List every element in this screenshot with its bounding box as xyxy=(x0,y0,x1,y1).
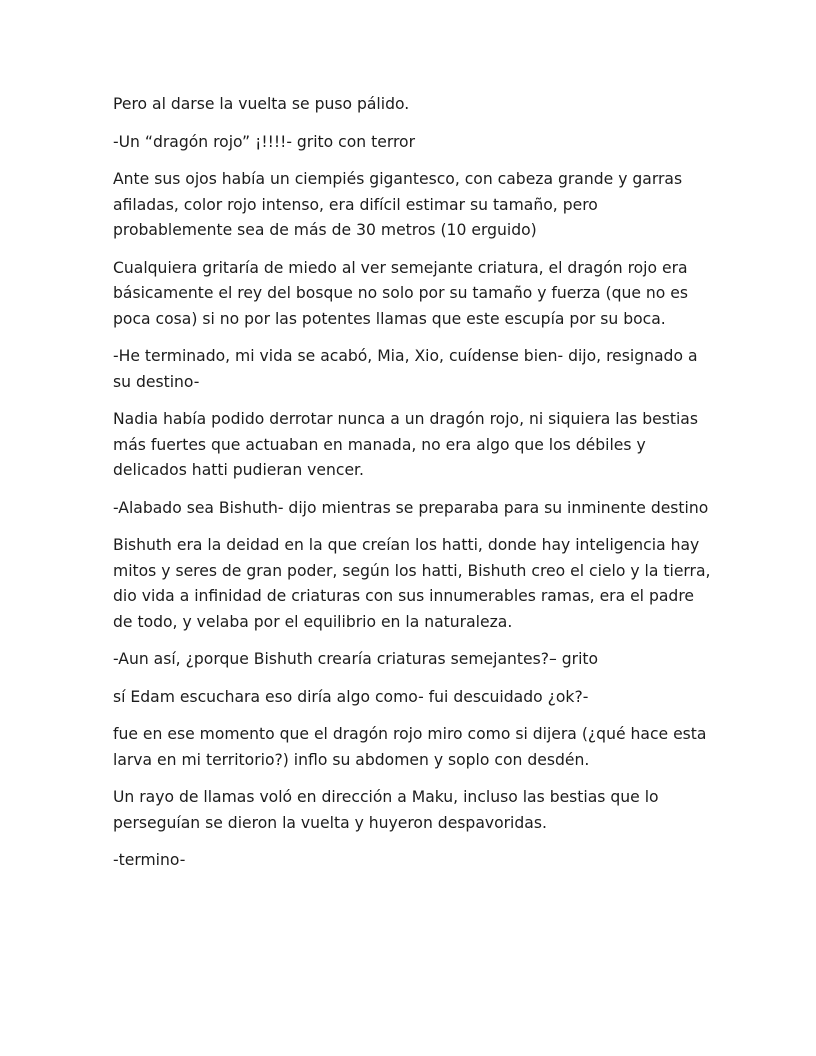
paragraph: Pero al darse la vuelta se puso pálido. xyxy=(113,95,410,113)
paragraph: Ante sus ojos había un ciempiés gigantesco, con cabeza grande y garras afiladas, color rojo intenso, era difícil estimar su tamaño, pero probablemente sea de más de 30 metros (10 erguido) xyxy=(113,170,683,239)
paragraph: Cualquiera gritaría de miedo al ver semejante criatura, el dragón rojo era básicamente el rey del bosque no solo por su tamaño y fuerza (que no es poca cosa) si no por las potentes llamas que este escupía por su boca. xyxy=(113,258,688,328)
paragraph: Un rayo de llamas voló en dirección a Maku, incluso las bestias que lo perseguían se dieron la vuelta y huyeron despavoridas. xyxy=(113,788,659,832)
paragraph: -Aun así, ¿porque Bishuth crearía criaturas semejantes?– grito xyxy=(113,650,599,668)
paragraph: -termino- xyxy=(113,851,186,869)
paragraph: -Alabado sea Bishuth- dijo mientras se preparaba para su inminente destino xyxy=(113,498,709,517)
paragraph: fue en ese momento que el dragón rojo miro como si dijera (¿qué hace esta larva en mi territorio?) inflo su abdomen y soplo con desdén. xyxy=(113,725,707,769)
paragraph: Nadia había podido derrotar nunca a un dragón rojo, ni siquiera las bestias más fuertes que actuaban en manada, no era algo que los débiles y delicados hatti pudieran vencer. xyxy=(113,410,698,479)
paragraph: sí Edam escuchara eso diría algo como- fui descuidado ¿ok?- xyxy=(113,687,589,706)
paragraph: -He terminado, mi vida se acabó, Mia, Xio, cuídense bien- dijo, resignado a su destino- xyxy=(113,347,698,391)
paragraph: -Un “dragón rojo” ¡!!!!- grito con terror xyxy=(113,132,415,151)
paragraph: Bishuth era la deidad en la que creían los hatti, donde hay inteligencia hay mitos y seres de gran poder, según los hatti, Bishuth creo el cielo y la tierra, dio vida a infinidad de criaturas con sus innumerables ramas, era el padre de todo, y velaba por el equilibrio en la naturaleza. xyxy=(113,536,711,631)
